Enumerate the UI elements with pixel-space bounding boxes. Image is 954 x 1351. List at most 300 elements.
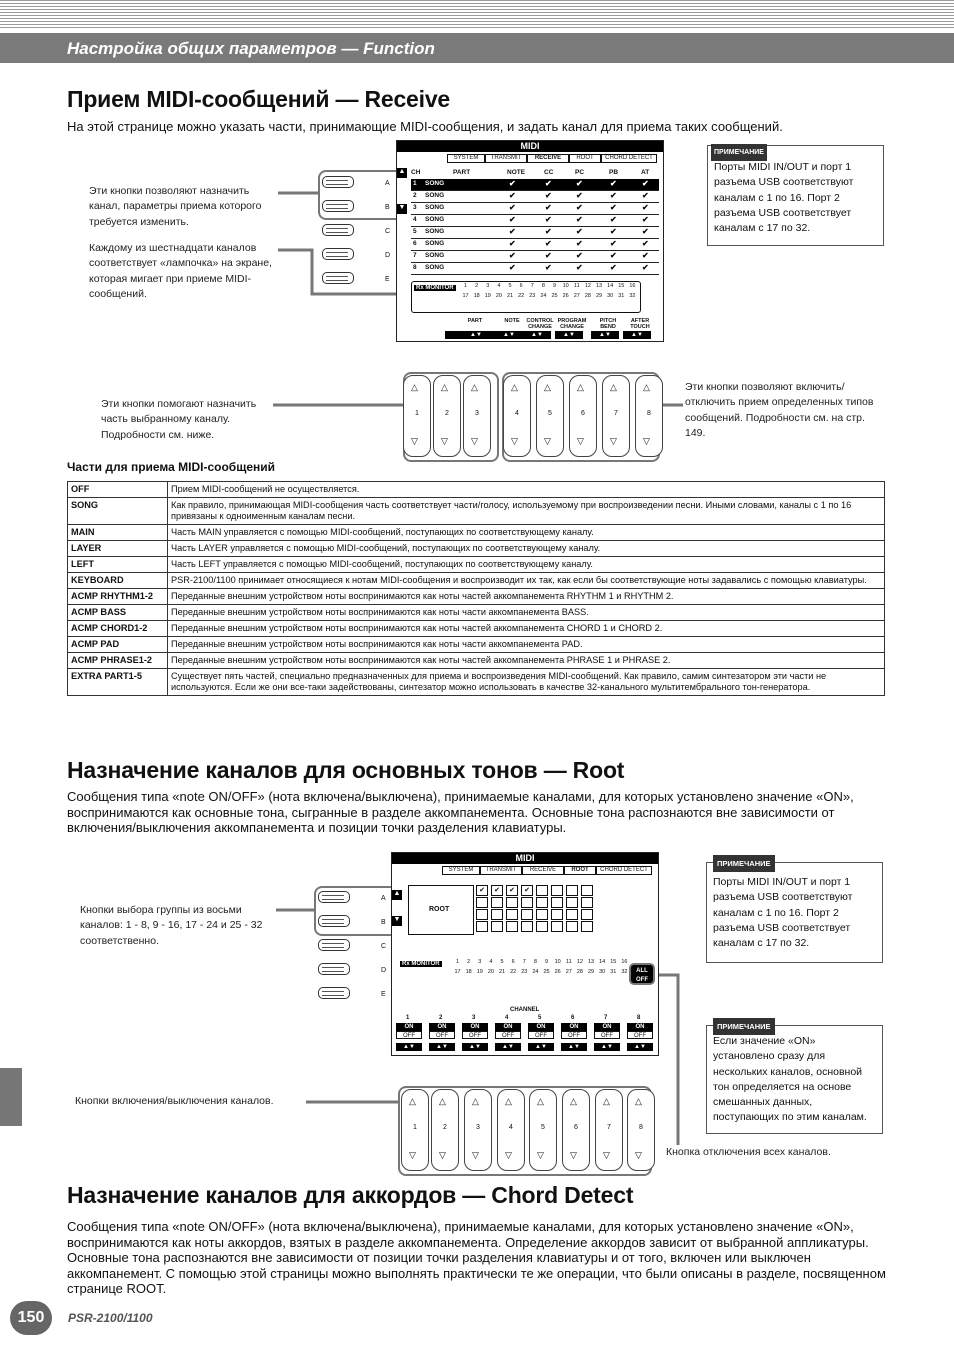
down-arrow-icon: ▽ <box>537 1150 544 1160</box>
receive-screen-tabs <box>447 154 657 163</box>
root-button-c[interactable] <box>318 939 350 951</box>
receive-screen-footer <box>433 318 661 340</box>
monitor-channel: 30 <box>607 293 614 299</box>
parts-key: ACMP CHORD1-2 <box>68 621 168 637</box>
panel-button-5[interactable] <box>529 1089 557 1171</box>
check-icon[interactable]: ✔ <box>576 179 583 188</box>
button-b-label: B <box>385 204 390 211</box>
col-ch: CH <box>411 169 421 176</box>
channel-on[interactable]: ON <box>594 1023 620 1031</box>
check-icon[interactable]: ✔ <box>545 215 552 224</box>
down-arrow-icon: ▽ <box>505 1150 512 1160</box>
monitor-channel: 27 <box>573 293 580 299</box>
root-channel-cell[interactable] <box>521 897 533 908</box>
parts-desc: Переданные внешним устройством ноты воспринимаются как ноты частей аккомпанемента CHORD 1 и CHORD 2. <box>168 621 885 637</box>
receive-row[interactable] <box>411 179 659 191</box>
check-icon[interactable]: ✔ <box>642 227 649 236</box>
panel-button-7[interactable] <box>602 375 630 457</box>
check-icon[interactable]: ✔ <box>576 263 583 272</box>
check-icon[interactable]: ✔ <box>610 215 617 224</box>
root-channel-cell[interactable] <box>581 897 593 908</box>
receive-callout-1: Эти кнопки позволяют назначить канал, параметры приема которого требуется изменить. <box>89 185 262 228</box>
channel-off[interactable]: OFF <box>528 1031 554 1039</box>
monitor-channel: 30 <box>599 969 606 975</box>
down-arrow-icon: ▽ <box>471 436 478 446</box>
parts-key: LEFT <box>68 557 168 573</box>
panel-button-4[interactable] <box>503 375 531 457</box>
root-channel-cell[interactable] <box>536 897 548 908</box>
check-icon[interactable]: ✔ <box>545 239 552 248</box>
root-channel-buttons <box>394 1015 656 1053</box>
parts-row <box>68 482 885 498</box>
panel-button-number: 1 <box>415 410 419 417</box>
panel-button-number: 7 <box>614 410 618 417</box>
check-icon[interactable]: ✔ <box>509 239 516 248</box>
root-tab-transmit[interactable]: TRANSMIT <box>480 866 522 875</box>
check-icon[interactable]: ✔ <box>610 203 617 212</box>
check-icon[interactable]: ✔ <box>642 179 649 188</box>
root-tab-root[interactable]: ROOT <box>564 866 596 875</box>
parts-row <box>68 541 885 557</box>
root-channel-cell[interactable] <box>491 909 503 920</box>
up-down-icon[interactable]: ▲▼ <box>528 1043 554 1051</box>
row-part: SONG <box>425 240 445 247</box>
panel-button-2[interactable] <box>433 375 461 457</box>
down-arrow-icon: ▽ <box>441 436 448 446</box>
parts-row <box>68 589 885 605</box>
down-arrow-icon: ▽ <box>577 436 584 446</box>
root-channel-cell[interactable] <box>551 897 563 908</box>
channel-number: 6 <box>571 1015 575 1021</box>
root-monitor-bottom-row <box>452 969 630 979</box>
monitor-channel: 17 <box>462 293 469 299</box>
check-icon[interactable]: ✔ <box>576 215 583 224</box>
root-channel-cell[interactable] <box>581 885 593 896</box>
channel-on[interactable]: ON <box>528 1023 554 1031</box>
channel-number: 4 <box>505 1015 509 1021</box>
channel-number: 1 <box>406 1015 410 1021</box>
parts-desc: Часть LEFT управляется с помощью MIDI-сообщений, поступающих по соответствующему каналу. <box>168 557 885 573</box>
channel-on[interactable]: ON <box>495 1023 521 1031</box>
channel-off[interactable]: OFF <box>495 1031 521 1039</box>
check-icon[interactable]: ✔ <box>509 263 516 272</box>
tab-system[interactable]: SYSTEM <box>447 154 485 163</box>
root-channel-cell[interactable] <box>491 921 503 932</box>
panel-button-4[interactable] <box>497 1089 525 1171</box>
check-icon[interactable]: ✔ <box>509 215 516 224</box>
channel-off[interactable]: OFF <box>396 1031 422 1039</box>
up-arrow-icon: △ <box>643 382 650 392</box>
check-icon[interactable]: ✔ <box>610 263 617 272</box>
receive-intro: На этой странице можно указать части, принимающие MIDI-сообщения, и задать канал для приема таких сообщений. <box>67 119 783 134</box>
panel-button-number: 6 <box>574 1124 578 1131</box>
button-b[interactable] <box>322 200 354 212</box>
parts-table <box>67 481 885 696</box>
panel-button-number: 8 <box>647 410 651 417</box>
channel-on[interactable]: ON <box>462 1023 488 1031</box>
monitor-channel: 25 <box>551 293 558 299</box>
check-icon[interactable]: ✔ <box>576 203 583 212</box>
root-channel-cell[interactable] <box>476 921 488 932</box>
check-icon[interactable]: ✔ <box>642 239 649 248</box>
parts-key: ACMP PAD <box>68 637 168 653</box>
check-icon[interactable]: ✔ <box>545 179 552 188</box>
col-at: AT <box>641 169 650 176</box>
up-down-icon[interactable]: ▲▼ <box>429 1043 455 1051</box>
monitor-channel: 5 <box>508 283 512 289</box>
down-arrow-icon: ▽ <box>635 1150 642 1160</box>
check-icon[interactable]: ✔ <box>642 251 649 260</box>
root-tab-chord-detect[interactable]: CHORD DETECT <box>596 866 652 875</box>
root-channel-cell[interactable] <box>566 897 578 908</box>
channel-number: 3 <box>472 1015 476 1021</box>
footer-label: AFTER TOUCH <box>630 318 650 330</box>
panel-button-5[interactable] <box>536 375 564 457</box>
parts-row <box>68 621 885 637</box>
panel-button-number: 6 <box>581 410 585 417</box>
check-icon[interactable]: ✔ <box>610 191 617 200</box>
row-part: SONG <box>425 252 445 259</box>
monitor-channel: 17 <box>454 969 461 975</box>
monitor-channel: 28 <box>576 969 583 975</box>
row-ch: 8 <box>413 264 417 271</box>
monitor-channel: 4 <box>489 959 493 965</box>
monitor-channel: 14 <box>607 283 614 289</box>
panel-button-number: 8 <box>639 1124 643 1131</box>
parts-desc: Существует пять частей, специально предназначенных для приема и воспроизведения MIDI-сообщений. Как правило, самим синтезатором эти части не используются. Если же они все-таки задействованы, синтезатор можно использовать в качестве 32-канального мультитембрального тон-генератора. <box>168 669 885 696</box>
up-arrow-icon: △ <box>441 382 448 392</box>
root-channel-cell[interactable] <box>551 885 563 896</box>
parts-key: MAIN <box>68 525 168 541</box>
check-icon[interactable]: ✔ <box>509 203 516 212</box>
check-icon[interactable]: ✔ <box>509 227 516 236</box>
panel-button-3[interactable] <box>464 1089 492 1171</box>
panel-button-number: 5 <box>548 410 552 417</box>
root-channel-cell[interactable] <box>551 909 563 920</box>
monitor-channel: 8 <box>533 959 537 965</box>
monitor-channel: 20 <box>495 293 502 299</box>
parts-row <box>68 573 885 589</box>
root-tab-system[interactable]: SYSTEM <box>442 866 480 875</box>
root-tab-receive[interactable]: RECEIVE <box>522 866 564 875</box>
footer-label: PROGRAM CHANGE <box>557 318 587 330</box>
root-channel-cell[interactable] <box>491 897 503 908</box>
side-tab <box>0 1068 22 1126</box>
root-callout-2: Кнопки включения/выключения каналов. <box>75 1095 274 1107</box>
monitor-channel: 22 <box>518 293 525 299</box>
check-icon[interactable]: ✔ <box>610 251 617 260</box>
root-channel-cell[interactable] <box>476 897 488 908</box>
root-button-b[interactable] <box>318 915 350 927</box>
root-channel-cell[interactable] <box>551 921 563 932</box>
panel-button-8[interactable] <box>627 1089 655 1171</box>
tab-root[interactable]: ROOT <box>569 154 601 163</box>
note-icon: ПРИМЕЧАНИЕ <box>711 144 767 161</box>
parts-key: ACMP PHRASE1-2 <box>68 653 168 669</box>
parts-row <box>68 525 885 541</box>
channel-on[interactable]: ON <box>429 1023 455 1031</box>
root-button-d-label: D <box>381 967 387 974</box>
up-down-icon[interactable]: ▲▼ <box>561 1043 587 1051</box>
channel-on[interactable]: ON <box>396 1023 422 1031</box>
channel-on[interactable]: ON <box>561 1023 587 1031</box>
receive-screen <box>396 140 664 342</box>
up-down-icon[interactable]: ▲▼ <box>523 331 551 339</box>
monitor-channel: 12 <box>584 283 591 289</box>
check-icon[interactable]: ✔ <box>610 239 617 248</box>
row-part: SONG <box>425 228 445 235</box>
channel-off[interactable]: OFF <box>627 1031 653 1039</box>
monitor-channel: 19 <box>484 293 491 299</box>
root-channel-cell[interactable] <box>521 921 533 932</box>
receive-callout-3: Эти кнопки помогают назначить часть выбранному каналу. Подробности см. ниже. <box>101 398 257 441</box>
panel-button-2[interactable] <box>431 1089 459 1171</box>
root-channel-cell[interactable] <box>536 885 548 896</box>
up-arrow-icon: △ <box>472 1096 479 1106</box>
receive-row[interactable] <box>411 227 659 239</box>
monitor-channel: 27 <box>565 969 572 975</box>
channel-off[interactable]: OFF <box>561 1031 587 1039</box>
panel-button-1[interactable] <box>403 375 431 457</box>
root-channel-cell[interactable]: ✔ <box>506 885 518 896</box>
channel-number: 8 <box>637 1015 641 1021</box>
up-down-icon[interactable]: ▲▼ <box>396 1043 422 1051</box>
check-icon[interactable]: ✔ <box>509 179 516 188</box>
row-part: SONG <box>425 192 445 199</box>
button-e[interactable] <box>322 272 354 284</box>
monitor-channel: 28 <box>584 293 591 299</box>
monitor-channel: 15 <box>610 959 617 965</box>
up-down-icon[interactable]: ▲▼ <box>594 1043 620 1051</box>
check-icon[interactable]: ✔ <box>576 227 583 236</box>
panel-button-6[interactable] <box>569 375 597 457</box>
root-note-2-text: Если значение «ON» установлено сразу для нескольких каналов, основной тон определяется на основе смешанных данных, поступающих по этим каналам. <box>713 1035 867 1124</box>
check-icon[interactable]: ✔ <box>576 191 583 200</box>
check-icon[interactable]: ✔ <box>545 251 552 260</box>
row-part: SONG <box>425 204 445 211</box>
monitor-channel: 4 <box>497 283 501 289</box>
up-down-icon[interactable]: ▲▼ <box>495 331 523 339</box>
up-down-icon[interactable]: ▲▼ <box>623 331 651 339</box>
button-d[interactable] <box>322 248 354 260</box>
root-note-1-text: Порты MIDI IN/OUT и порт 1 разъема USB соответствуют каналам с 1 по 16. Порт 2 разъема USB соответствует каналам с 17 по 32. <box>713 876 853 950</box>
parts-key: KEYBOARD <box>68 573 168 589</box>
up-down-icon[interactable]: ▲▼ <box>445 331 507 339</box>
rx-monitor <box>411 281 641 313</box>
root-channel-cell[interactable] <box>581 909 593 920</box>
root-intro: Сообщения типа «note ON/OFF» (нота включена/выключена), принимаемые каналами, для которых установлено значение «ON», воспринимаются как основные тона, сыгранные в разделе аккомпанемента. Основные тона распознаются вне зависимости от включения/выключения аккомпанемента и позиции точки разделения клавиатуры. <box>67 789 854 835</box>
root-title: Назначение каналов для основных тонов — Root <box>67 757 625 783</box>
check-icon[interactable]: ✔ <box>576 239 583 248</box>
page-up-icon[interactable]: ▲ <box>397 168 407 178</box>
up-down-icon[interactable]: ▲▼ <box>495 1043 521 1051</box>
chord-intro: Сообщения типа «note ON/OFF» (нота включена/выключена), принимаемые каналами, для которых установлено значение «ON», воспринимаются как ноты аккордов, взятых в разделе аккомпанемента. Определение аккордов зависит от выбранной аппликатуры. Основные тона распознаются вне зависимости от позиции точки разделения клавиатуры и от того, включен или выключен аккомпанемент. С помощью этой страницы можно выполнять практически те же операции, что были описаны в разделе, посвященном странице ROOT. <box>67 1219 886 1296</box>
root-button-d[interactable] <box>318 963 350 975</box>
panel-button-3[interactable] <box>463 375 491 457</box>
root-channel-cell[interactable] <box>536 921 548 932</box>
monitor-channel: 22 <box>510 969 517 975</box>
monitor-channel: 1 <box>456 959 460 965</box>
parts-desc: Прием MIDI-сообщений не осуществляется. <box>168 482 885 498</box>
check-icon[interactable]: ✔ <box>509 251 516 260</box>
receive-row[interactable] <box>411 215 659 227</box>
receive-screen-title: MIDI <box>397 141 663 152</box>
note-icon-2: ПРИМЕЧАНИЕ <box>713 1018 775 1035</box>
button-c[interactable] <box>322 224 354 236</box>
tab-transmit[interactable]: TRANSMIT <box>485 154 527 163</box>
root-page-down-icon[interactable]: ▼ <box>392 916 402 926</box>
receive-note <box>707 145 884 246</box>
root-box-label: ROOT <box>429 906 450 913</box>
parts-desc: Переданные внешним устройством ноты воспринимаются как ноты части аккомпанемента PAD. <box>168 637 885 653</box>
row-ch: 2 <box>413 192 417 199</box>
panel-button-number: 3 <box>475 410 479 417</box>
monitor-channel: 16 <box>621 959 628 965</box>
parts-desc: Переданные внешним устройством ноты воспринимаются как ноты части аккомпанемента BASS. <box>168 605 885 621</box>
col-pb: PB <box>609 169 619 176</box>
section-title: Настройка общих параметров — Function <box>67 39 435 58</box>
root-channel-cell[interactable] <box>566 885 578 896</box>
page-down-icon[interactable]: ▼ <box>397 204 407 214</box>
receive-row[interactable] <box>411 191 659 203</box>
panel-button-7[interactable] <box>595 1089 623 1171</box>
up-down-icon[interactable]: ▲▼ <box>627 1043 653 1051</box>
parts-desc: Часть LAYER управляется с помощью MIDI-сообщений, поступающих по соответствующему каналу. <box>168 541 885 557</box>
channel-off[interactable]: OFF <box>462 1031 488 1039</box>
monitor-channel: 18 <box>465 969 472 975</box>
channel-off[interactable]: OFF <box>594 1031 620 1039</box>
root-channel-cell[interactable]: ✔ <box>521 885 533 896</box>
button-d-label: D <box>385 252 391 259</box>
monitor-channel: 13 <box>588 959 595 965</box>
root-box <box>408 885 474 935</box>
root-callout-1: Кнопки выбора группы из восьми каналов: 1 - 8, 9 - 16, 17 - 24 и 25 - 32 соответственно. <box>80 904 263 947</box>
parts-key: ACMP BASS <box>68 605 168 621</box>
up-down-icon[interactable]: ▲▼ <box>555 331 583 339</box>
monitor-channel: 31 <box>618 293 625 299</box>
root-button-e[interactable] <box>318 987 350 999</box>
root-channel-cell[interactable] <box>476 909 488 920</box>
check-icon[interactable]: ✔ <box>545 263 552 272</box>
check-icon[interactable]: ✔ <box>545 203 552 212</box>
receive-table-header <box>411 169 659 178</box>
root-button-c-label: C <box>381 943 387 950</box>
check-icon[interactable]: ✔ <box>576 251 583 260</box>
monitor-channel: 1 <box>464 283 468 289</box>
receive-callout-2: Каждому из шестнадцати каналов соответствует «лампочка» на экране, которая мигает при приеме MIDI-сообщений. <box>89 242 272 300</box>
rx-monitor-top-row <box>460 283 638 293</box>
root-channel-cell[interactable] <box>566 909 578 920</box>
channel-on[interactable]: ON <box>627 1023 653 1031</box>
root-channel-cell[interactable]: ✔ <box>476 885 488 896</box>
root-channel-cell[interactable] <box>506 897 518 908</box>
tab-chord-detect[interactable]: CHORD DETECT <box>601 154 657 163</box>
root-monitor-top-row <box>452 959 630 969</box>
panel-button-number: 2 <box>443 1124 447 1131</box>
root-button-a[interactable] <box>318 891 350 903</box>
check-icon[interactable]: ✔ <box>509 191 516 200</box>
monitor-channel: 5 <box>500 959 504 965</box>
receive-row[interactable] <box>411 239 659 251</box>
parts-desc: Переданные внешним устройством ноты воспринимаются как ноты частей аккомпанемента PHRASE 1 и PHRASE 2. <box>168 653 885 669</box>
panel-button-number: 4 <box>509 1124 513 1131</box>
channel-number: 5 <box>538 1015 542 1021</box>
footer-label: PART <box>467 318 483 324</box>
receive-row[interactable] <box>411 251 659 263</box>
tab-receive[interactable]: RECEIVE <box>527 154 569 163</box>
root-channel-cell[interactable] <box>581 921 593 932</box>
check-icon[interactable]: ✔ <box>642 263 649 272</box>
receive-row[interactable] <box>411 263 659 275</box>
root-channel-cell[interactable] <box>506 921 518 932</box>
button-a[interactable] <box>322 176 354 188</box>
receive-row[interactable] <box>411 203 659 215</box>
monitor-channel: 23 <box>529 293 536 299</box>
monitor-channel: 13 <box>596 283 603 289</box>
root-button-e-label: E <box>381 991 386 998</box>
check-icon[interactable]: ✔ <box>610 227 617 236</box>
panel-button-number: 3 <box>476 1124 480 1131</box>
root-page-up-icon[interactable]: ▲ <box>392 890 402 900</box>
up-down-icon[interactable]: ▲▼ <box>591 331 619 339</box>
down-arrow-icon: ▽ <box>570 1150 577 1160</box>
panel-button-8[interactable] <box>635 375 663 457</box>
monitor-channel: 2 <box>467 959 471 965</box>
check-icon[interactable]: ✔ <box>545 191 552 200</box>
panel-button-6[interactable] <box>562 1089 590 1171</box>
up-arrow-icon: △ <box>511 382 518 392</box>
parts-desc: Часть MAIN управляется с помощью MIDI-сообщений, поступающих по соответствующему каналу. <box>168 525 885 541</box>
down-arrow-icon: ▽ <box>610 436 617 446</box>
panel-button-number: 4 <box>515 410 519 417</box>
up-arrow-icon: △ <box>603 1096 610 1106</box>
monitor-channel: 11 <box>565 959 572 965</box>
down-arrow-icon: ▽ <box>472 1150 479 1160</box>
check-icon[interactable]: ✔ <box>642 191 649 200</box>
monitor-channel: 21 <box>499 969 506 975</box>
root-screen <box>391 852 659 1056</box>
check-icon[interactable]: ✔ <box>642 203 649 212</box>
receive-note-text: Порты MIDI IN/OUT и порт 1 разъема USB соответствуют каналам с 1 по 16. Порт 2 разъема USB соответствует каналам с 17 по 32. <box>714 161 854 235</box>
up-arrow-icon: △ <box>411 382 418 392</box>
check-icon[interactable]: ✔ <box>610 179 617 188</box>
monitor-channel: 12 <box>576 959 583 965</box>
all-off-button[interactable]: ALL OFF <box>629 963 655 985</box>
button-e-label: E <box>385 276 390 283</box>
up-arrow-icon: △ <box>439 1096 446 1106</box>
root-button-b-label: B <box>381 919 386 926</box>
parts-row <box>68 605 885 621</box>
row-part: SONG <box>425 180 445 187</box>
row-part: SONG <box>425 264 445 271</box>
model-name: PSR-2100/1100 <box>68 1311 153 1325</box>
root-channel-cell[interactable] <box>566 921 578 932</box>
root-channel-cell[interactable] <box>536 909 548 920</box>
panel-button-1[interactable] <box>401 1089 429 1171</box>
root-channel-cell[interactable]: ✔ <box>491 885 503 896</box>
receive-callout-4: Эти кнопки позволяют включить/отключить прием определенных типов сообщений. Подробности см. на стр. 149. <box>685 381 874 439</box>
parts-key: SONG <box>68 498 168 525</box>
channel-off[interactable]: OFF <box>429 1031 455 1039</box>
check-icon[interactable]: ✔ <box>642 215 649 224</box>
check-icon[interactable]: ✔ <box>545 227 552 236</box>
up-down-icon[interactable]: ▲▼ <box>462 1043 488 1051</box>
col-cc: CC <box>544 169 554 176</box>
monitor-channel: 25 <box>543 969 550 975</box>
parts-row <box>68 498 885 525</box>
root-channel-cell[interactable] <box>506 909 518 920</box>
root-channel-cell[interactable] <box>521 909 533 920</box>
